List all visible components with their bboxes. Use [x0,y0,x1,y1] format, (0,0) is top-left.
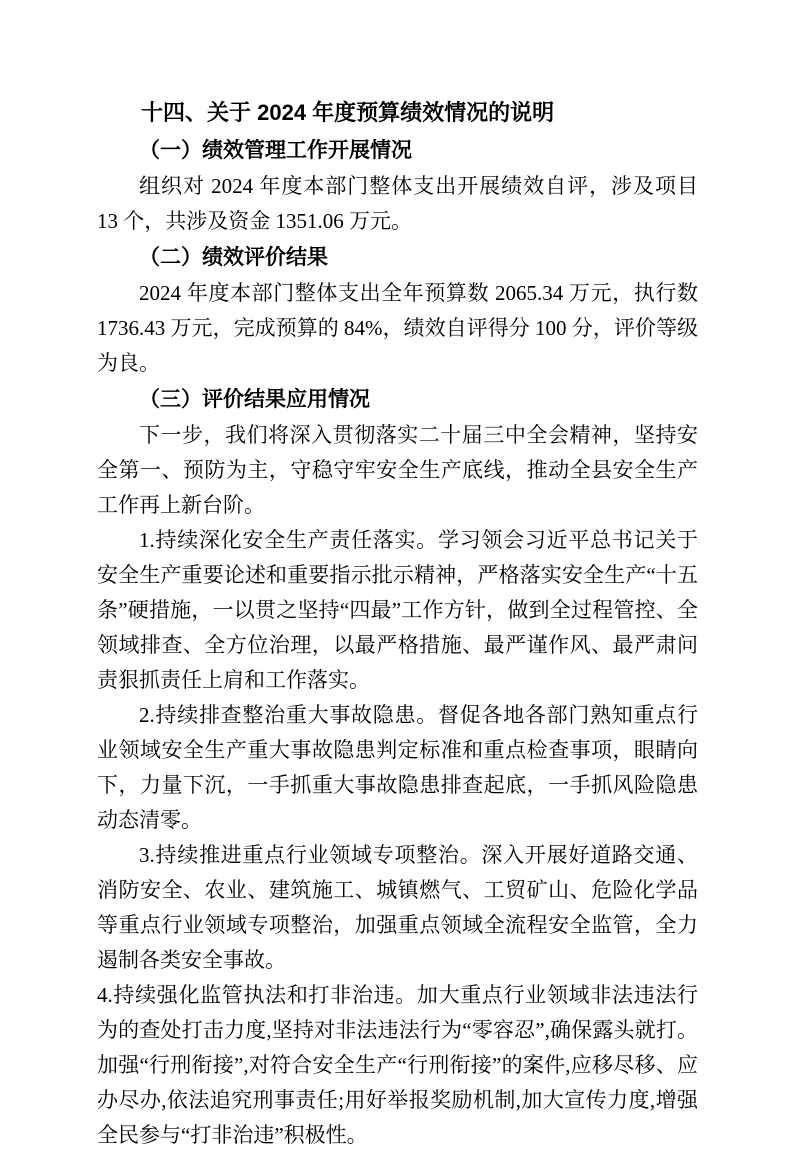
paragraph-item-1-responsibility: 1.持续深化安全生产责任落实。学习领会习近平总书记关于安全生产重要论述和重要指示批示精神，严格落实安全生产“十五条”硬措施，一以贯之坚持“四最”工作方针，做到全过程管控、全领域排查、全方位治理，以最严格措施、最严谨作风、最严肃问责狠抓责任上肩和工作落实。 [97,528,698,692]
paragraph-budget-execution-figures: 2024 年度本部门整体支出全年预算数 2065.34 万元，执行数 1736.43 万元，完成预算的 84%，绩效自评得分 100 分，评价等级为良。 [97,281,698,375]
section-heading-evaluation-results: （二）绩效评价结果 [139,246,328,269]
document-page [97,94,698,1153]
section-heading-performance-management: （一）绩效管理工作开展情况 [139,139,412,162]
paragraph-item-3-special-rectification: 3.持续推进重点行业领域专项整治。深入开展好道路交通、消防安全、农业、建筑施工、城镇燃气、工贸矿山、危险化学品等重点行业领域专项整治，加强重点领域全流程安全监管，全力遏制各类安全事故。 [97,843,698,972]
section-heading-results-application: （三）评价结果应用情况 [139,388,370,411]
document-title: 十四、关于 2024 年度预算绩效情况的说明 [141,100,555,125]
paragraph-self-evaluation-scope: 组织对 2024 年度本部门整体支出开展绩效自评，涉及项目 13 个，共涉及资金 1351.06 万元。 [97,174,698,233]
paragraph-item-2-hazard-inspection: 2.持续排查整治重大事故隐患。督促各地各部门熟知重点行业领域安全生产重大事故隐患判定标准和重点检查事项，眼睛向下，力量下沉，一手抓重大事故隐患排查起底，一手抓风险隐患动态清零。 [97,703,698,832]
paragraph-item-4-law-enforcement: 4.持续强化监管执法和打非治违。加大重点行业领域非法违法行为的查处打击力度,坚持对非法违法行为“零容忍”,确保露头就打。加强“行刑衔接”,对符合安全生产“行刑衔接”的案件,应移尽移、应办尽办,依法追究刑事责任;用好举报奖励机制,加大宣传力度,增强全民参与“打非治违”积极性。 [97,983,698,1147]
paragraph-next-steps-overview: 下一步，我们将深入贯彻落实二十届三中全会精神，坚持安全第一、预防为主，守稳守牢安全生产底线，推动全县安全生产工作再上新台阶。 [97,423,698,517]
